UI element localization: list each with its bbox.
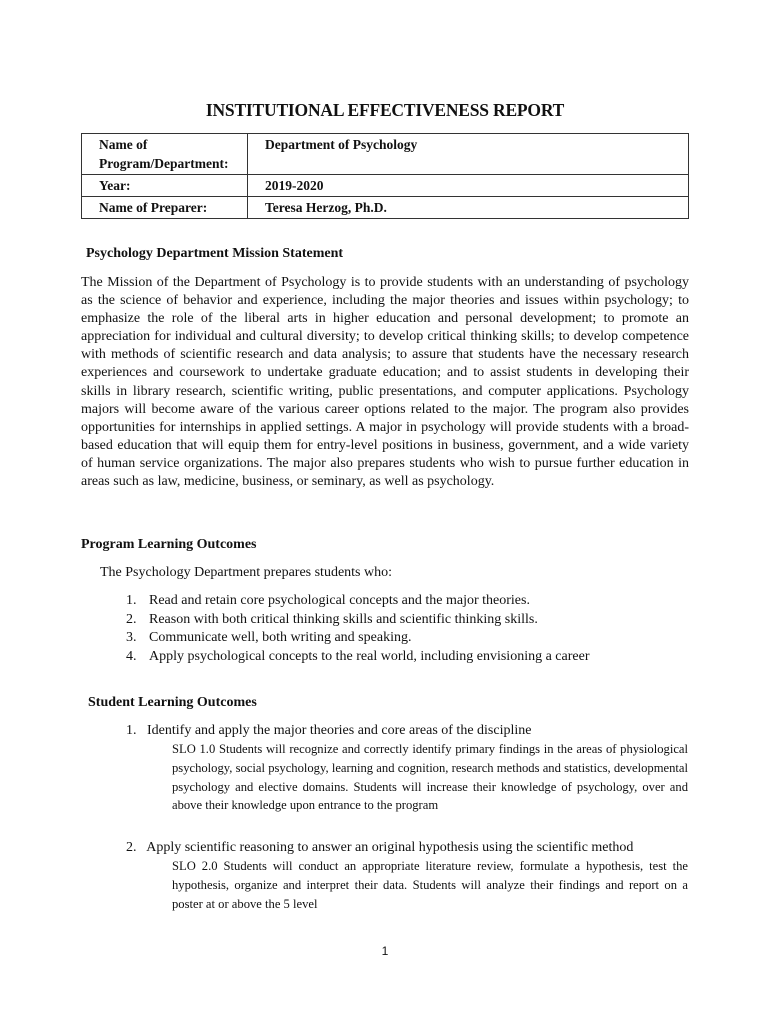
list-number: 1. [126,593,137,608]
list-item [126,648,589,667]
slo-1-title: 1. Identify and apply the major theories and core areas of the discipline [126,723,532,738]
info-row-program [82,134,689,175]
list-item [126,629,589,648]
list-text: Communicate well, both writing and speaking. [149,630,412,646]
preparer-label: Name of Preparer: [82,197,248,219]
mission-heading: Psychology Department Mission Statement [86,246,344,261]
plo-heading: Program Learning Outcomes [81,537,257,552]
preparer-value: Teresa Herzog, Ph.D. [248,197,689,219]
mission-paragraph: The Mission of the Department of Psychology is to provide students with an understanding of psychology as the science of behavior and experience, including the major theories and issues within psychology; to emphasize the role of the liberal arts in higher education and personal development; to promote an appreciation for individual and cultural diversity; to develop critical thinking skills; to develop competence with methods of scientific research and data analysis; to assure that students have the necessary research experiences and coursework to undertake graduate education; and to assist students in developing their skills in library research, scientific writing, public presentations, and computer applications. Psychology majors will become aware of the various career options related to the major. The program also provides opportunities for internships in applied settings. A major in psychology will provide students with a broad-based education that will equip them for entry-level positions in business, government, and a wide variety of human service organizations. The major also prepares students who wish to pursue further education in areas such as law, medicine, business, or seminary, as well as psychology. [81,275,689,490]
program-label: Name of Program/Department: [82,134,248,175]
program-value: Department of Psychology [248,134,689,175]
page-number: 1 [381,944,389,958]
info-table [81,133,689,219]
list-text: Apply psychological concepts to the real world, including envisioning a career [149,648,590,664]
list-number: 3. [126,630,137,646]
slo-2-title: 2. Apply scientific reasoning to answer an original hypothesis using the scientific method [126,840,634,855]
list-number: 2. [126,611,137,627]
slo-1-description: SLO 1.0 Students will recognize and correctly identify primary findings in the areas of physiological psychology, social psychology, learning and cognition, research methods and statistics, developmental psychology and elective domains. Students will increase their knowledge of psychology, over and above their knowledge upon entrance to the program [172,742,688,813]
year-value: 2019-2020 [248,175,689,197]
slo-2-description: SLO 2.0 Students will conduct an appropriate literature review, formulate a hypothesis, test the hypothesis, organize and interpret their data. Students will analyze their findings and report on a poster at or above the 5 level [172,859,688,911]
list-item [126,611,589,630]
slo-heading: Student Learning Outcomes [88,695,257,710]
list-item [126,592,589,611]
report-title: INSTITUTIONAL EFFECTIVENESS REPORT [205,100,565,120]
list-number: 4. [126,648,137,664]
info-row-year [82,175,689,197]
list-text: Reason with both critical thinking skills and scientific thinking skills. [149,611,538,627]
list-text: Read and retain core psychological concepts and the major theories. [149,593,530,608]
plo-intro: The Psychology Department prepares students who: [100,565,392,580]
plo-list [126,592,589,666]
info-row-preparer [82,197,689,219]
year-label: Year: [82,175,248,197]
